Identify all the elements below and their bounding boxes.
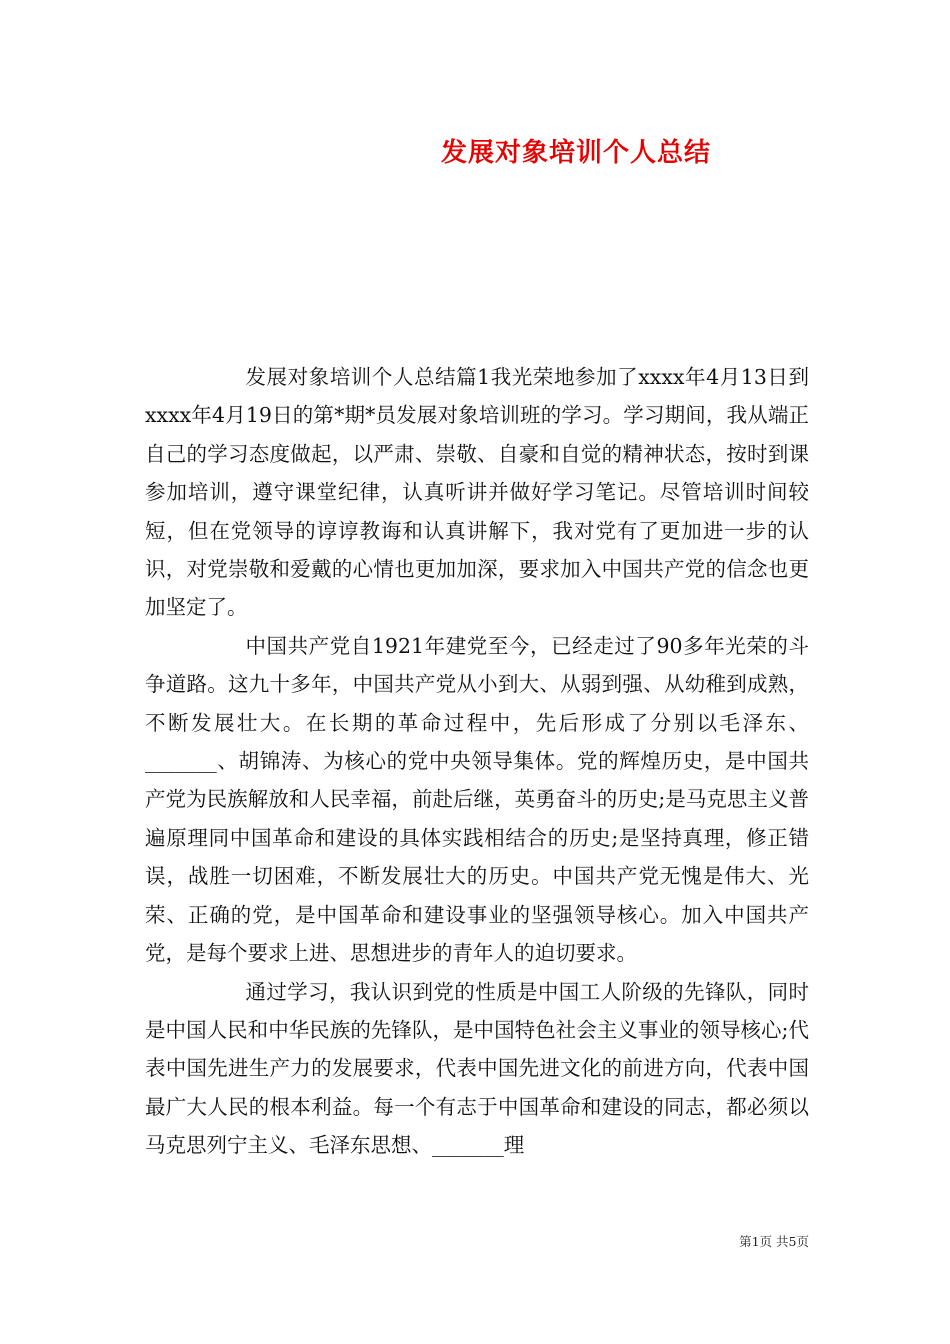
document-title: 发展对象培训个人总结 (440, 138, 711, 168)
paragraph-3: 通过学习，我认识到党的性质是中国工人阶级的先锋队，同时是中国人民和中华民族的先锋队，是中国特色社会主义事业的领导核心;代表中国先进生产力的发展要求，代表中国先进文化的前进方向，代表中国最广大人民的根本利益。每一个有志于中国革命和建设的同志，都必须以马克思列宁主义、毛泽东思想、_______理 (145, 979, 809, 1158)
document-body (145, 358, 809, 1165)
paragraph-1: 发展对象培训个人总结篇1我光荣地参加了xxxx年4月13日到xxxx年4月19日的第*期*员发展对象培训班的学习。学习期间，我从端正自己的学习态度做起，以严肃、崇敬、自豪和自觉的精神状态，按时到课参加培训，遵守课堂纪律，认真听讲并做好学习笔记。尽管培训时间较短，但在党领导的谆谆教诲和认真讲解下，我对党有了更加进一步的认识，对党崇敬和爱戴的心情也更加加深，要求加入中国共产党的信念也更加坚定了。 (145, 365, 809, 620)
page-number-footer: 第1页 共5页 (739, 1234, 809, 1249)
paragraph-2: 中国共产党自1921年建党至今，已经走过了90多年光荣的斗争道路。这九十多年，中国共产党从小到大、从弱到强、从幼稚到成熟，不断发展壮大。在长期的革命过程中，先后形成了分别以毛泽东、_______、胡锦涛、为核心的党中央领导集体。党的辉煌历史，是中国共产党为民族解放和人民幸福，前赴后继，英勇奋斗的历史;是马克思主义普遍原理同中国革命和建设的具体实践相结合的历史;是坚持真理，修正错误，战胜一切困难，不断发展壮大的历史。中国共产党无愧是伟大、光荣、正确的党，是中国革命和建设事业的坚强领导核心。加入中国共产党，是每个要求上进、思想进步的青年人的迫切要求。 (145, 633, 809, 966)
